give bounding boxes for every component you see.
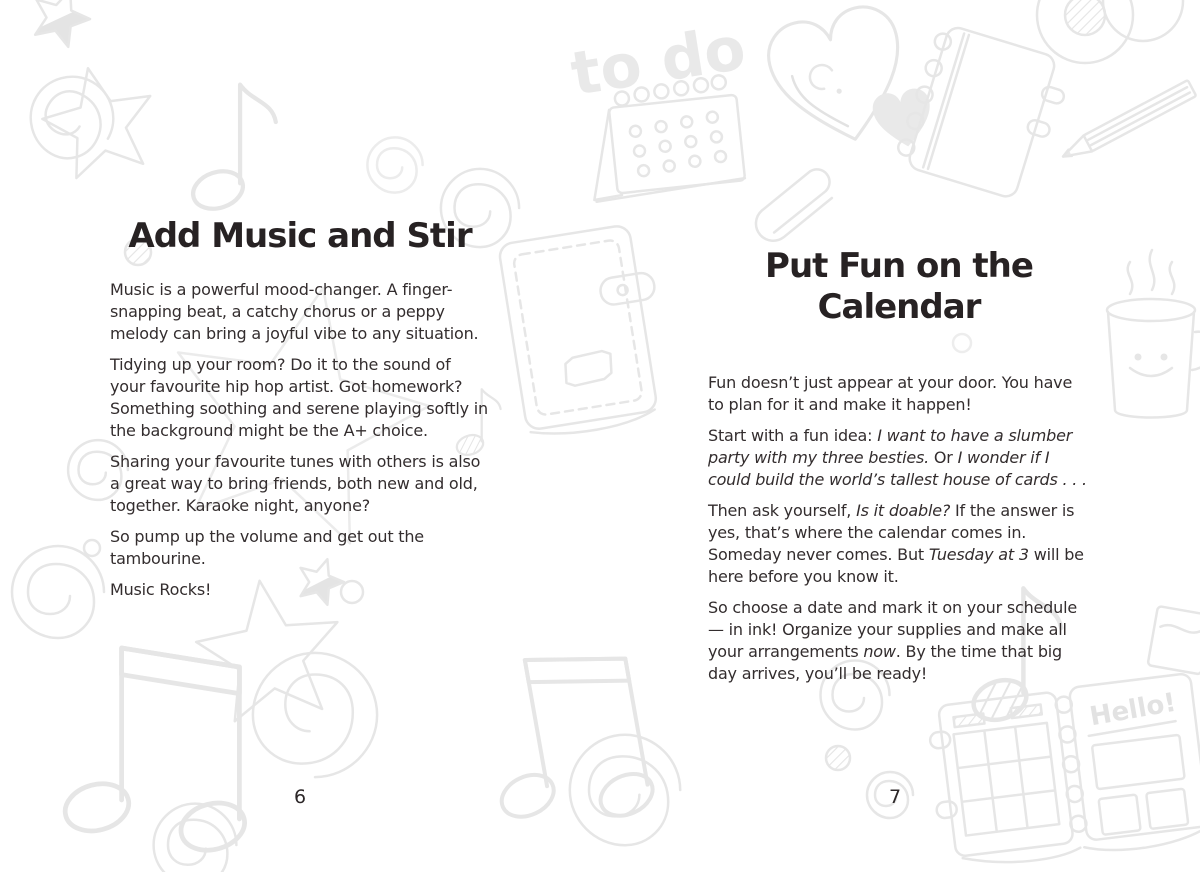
page-number-left: 6 xyxy=(294,786,307,808)
hello-doodle-label: Hello! xyxy=(1087,687,1179,733)
chapter-title-right xyxy=(708,246,1090,328)
sticky-note-icon xyxy=(1148,606,1200,674)
tape-roll-icon xyxy=(1037,0,1183,63)
pencil-icon xyxy=(1059,80,1196,164)
open-planner-icon xyxy=(924,673,1200,872)
chapter-title-line1: Put Fun on the xyxy=(765,246,1033,286)
diary-icon xyxy=(498,222,675,441)
paragraph: Music Rocks! xyxy=(110,579,212,599)
paragraph: Tidying up your room? Do it to the sound of your favourite hip hop artist. Got homework? Something soothing and serene playing softly in the background might be the A+ choice. xyxy=(110,354,488,440)
paragraph: So pump up the volume and get out the tambourine. xyxy=(110,526,424,568)
paragraph: Start with a fun idea: I want to have a slumber party with my three besties. Or I wonder if I could build the world’s tallest house of cards . . . xyxy=(708,425,1087,489)
paragraph: So choose a date and mark it on your schedule — in ink! Organize your supplies and make all your arrangements now. By the time that big day arrives, you’ll be ready! xyxy=(708,597,1077,683)
chapter-title-line2: Calendar xyxy=(817,286,981,327)
paperclip-icon xyxy=(746,167,840,245)
paragraph: Music is a powerful mood-changer. A finger-snapping beat, a catchy chorus or a peppy melody can bring a joyful vibe to any situation. xyxy=(110,279,479,343)
page-number-right: 7 xyxy=(889,786,902,808)
coffee-mug-icon xyxy=(1107,250,1200,418)
todo-doodle-label: to do xyxy=(566,13,751,110)
paragraph: Then ask yourself, Is it doable? If the answer is yes, that’s where the calendar comes in. Someday never comes. But Tuesday at 3 will be here before you know it. xyxy=(708,500,1084,586)
chapter-title-left: Add Music and Stir xyxy=(128,216,472,256)
right-page xyxy=(708,246,1090,694)
paragraph: Fun doesn’t just appear at your door. You have to plan for it and make it happen! xyxy=(708,372,1073,414)
paragraph: Sharing your favourite tunes with others is also a great way to bring friends, both new and old, together. Karaoke night, anyone? xyxy=(110,451,481,515)
heart-filled-icon xyxy=(870,86,936,151)
left-page xyxy=(110,216,490,610)
